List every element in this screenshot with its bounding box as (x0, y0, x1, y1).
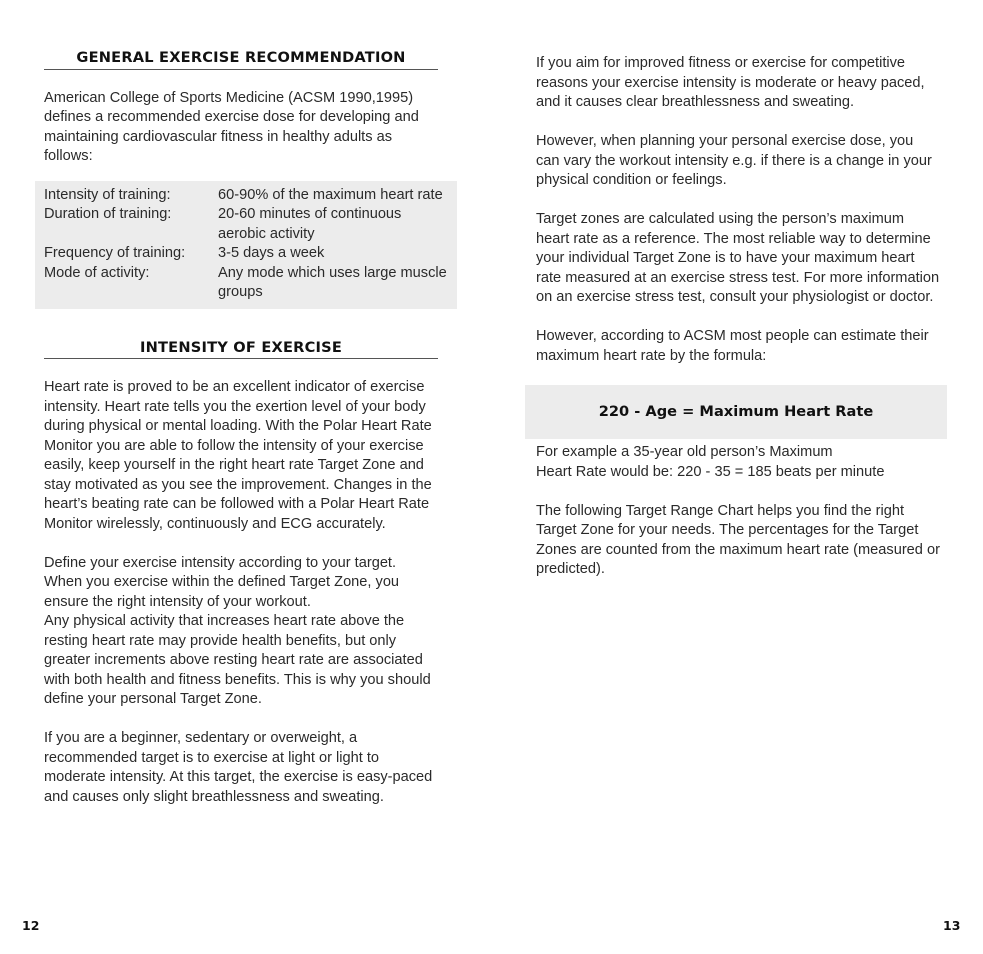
spec-key: Mode of activity: (44, 264, 150, 281)
heart-rate-paragraph: Heart rate is proved to be an excellent indicator of exercise intensity. Heart rate tells you the exertion level of your body during physical or mental loading. With the Polar Heart Rate Monitor you are able to follow the intensity of your exercise easily, keep yourself in the right heart rate Target Zone and stay motivated as you see the improvement. Changes in the heart’s beating rate can be followed with a Polar Heart Rate Monitor wirelessly, continuously and ECG accurately. (44, 379, 432, 532)
physical-activity-paragraph: Any physical activity that increases heart rate above the resting heart rate may provide health benefits, but only greater increments above resting heart rate are associated with both health and fitness benefits. This is why you should define your personal Target Zone. (44, 613, 431, 707)
left-page (44, 48, 447, 807)
spec-key: Frequency of training: (44, 245, 186, 261)
spec-value: 3-5 days a week (218, 245, 325, 261)
acsm-intro: American College of Sports Medicine (ACSM 1990,1995) defines a recommended exercise dose for developing and maintaining cardiovascular fitness in healthy adults as follows: (44, 89, 419, 164)
spec-key: Intensity of training: (44, 186, 171, 203)
spec-row-frequency (44, 244, 448, 264)
spec-row-duration (44, 205, 448, 244)
spec-value: 60-90% of the maximum heart rate (218, 186, 443, 203)
spec-value: 20-60 minutes of continuous aerobic activity (218, 206, 402, 242)
spec-value: Any mode which uses large muscle groups (218, 264, 447, 300)
define-intensity-paragraph: Define your exercise intensity according to your target. When you exercise within the defined Target Zone, you ensure the right intensity of your workout. (44, 554, 400, 610)
estimate-paragraph: However, according to ACSM most people can estimate their maximum heart rate by the formula: (536, 328, 929, 364)
general-exercise-heading: GENERAL EXERCISE RECOMMENDATION (44, 48, 438, 70)
target-zones-paragraph: Target zones are calculated using the person’s maximum heart rate as a reference. The most reliable way to determine your individual Target Zone is to have your maximum heart rate measured at an exercise stress test. For more information on an exercise stress test, consult your physiologist or doctor. (536, 211, 940, 305)
planning-paragraph: However, when planning your personal exercise dose, you can vary the workout intensity e.g. if there is a change in your physical condition or feelings. (536, 133, 932, 188)
page-number-right: 13 (943, 918, 961, 933)
spec-row-mode (44, 264, 448, 303)
example-line-2: Heart Rate would be: 220 - 35 = 185 beats per minute (536, 463, 885, 480)
right-page (536, 54, 940, 580)
training-spec-box (35, 181, 457, 309)
example-line-1: For example a 35-year old person’s Maximum (536, 444, 833, 460)
max-heart-rate-formula: 220 - Age = Maximum Heart Rate (525, 385, 947, 439)
beginner-paragraph: If you are a beginner, sedentary or overweight, a recommended target is to exercise at light or light to moderate intensity. At this target, the exercise is easy-paced and causes only slight breathlessness and sweating. (44, 730, 433, 805)
page-number-left: 12 (22, 918, 40, 933)
spec-row-intensity (44, 186, 448, 206)
intensity-heading: INTENSITY OF EXERCISE (44, 338, 438, 360)
improved-fitness-paragraph: If you aim for improved fitness or exercise for competitive reasons your exercise intensity is moderate or heavy paced, and it causes clear breathlessness and sweating. (536, 55, 925, 110)
target-range-paragraph: The following Target Range Chart helps you find the right Target Zone for your needs. The percentages for the Target Zones are counted from the maximum heart rate (measured or predicted). (536, 502, 940, 577)
spec-key: Duration of training: (44, 206, 172, 222)
